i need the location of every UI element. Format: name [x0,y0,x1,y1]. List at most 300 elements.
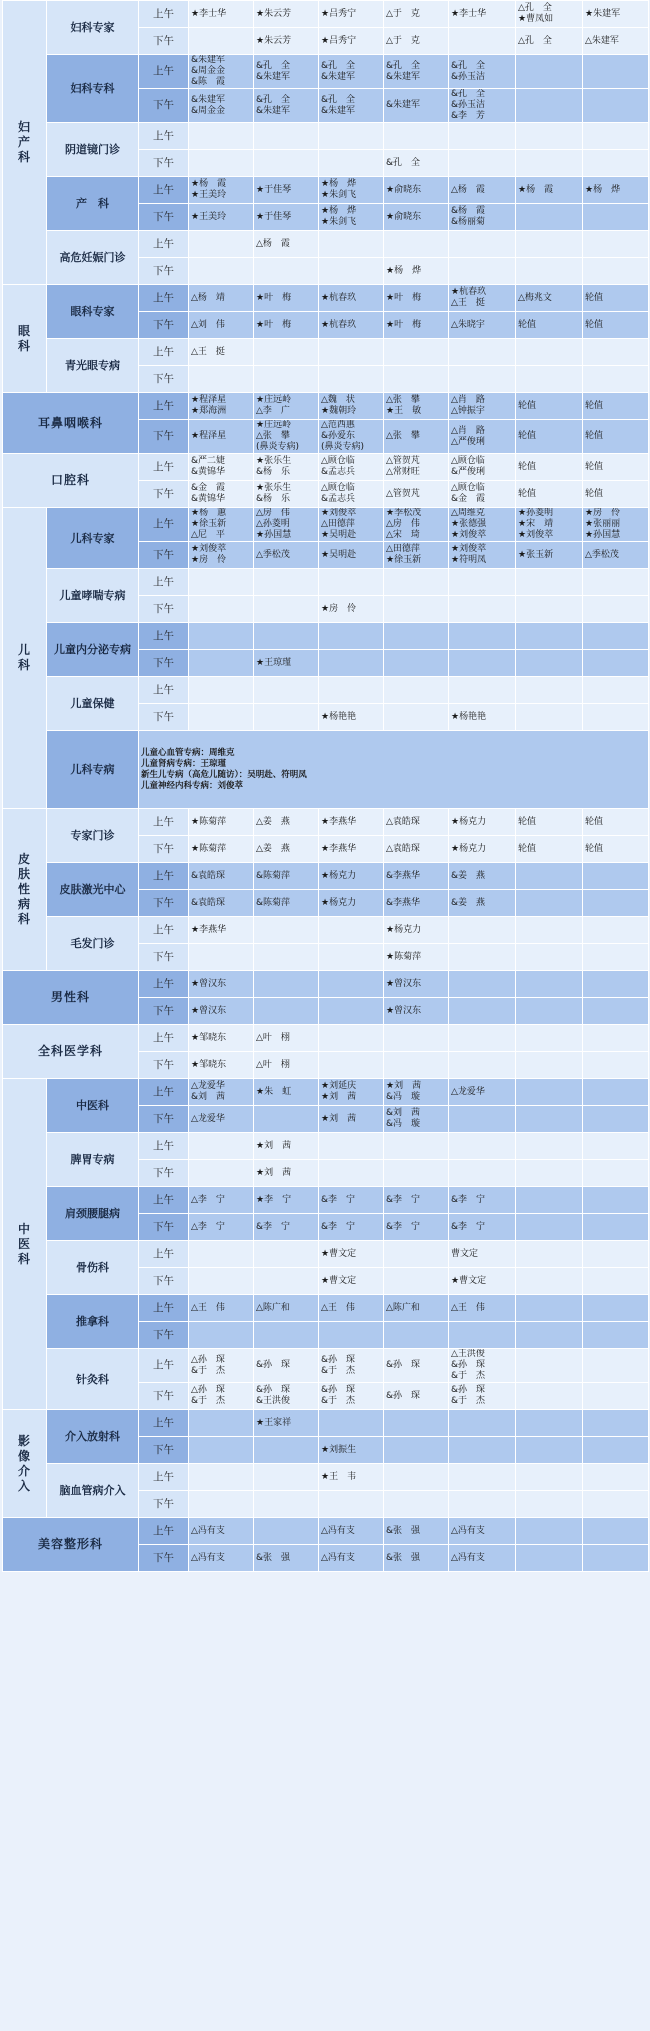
doctor-cell [384,836,449,863]
schedule-row [3,1187,649,1214]
doctor-cell [384,542,449,569]
doctor-cell [254,596,319,623]
schedule-row [3,569,649,596]
schedule-row [3,454,649,481]
session-time: 上午 [139,339,189,366]
doctor-name: &于 杰 [191,1396,226,1406]
doctor-name: &朱建军 [191,55,226,65]
doctor-cell [384,998,449,1025]
doctor-cell [583,623,649,650]
doctor-cell [254,1133,319,1160]
doctor-name: △张 攀 [256,431,290,441]
doctor-cell [516,1268,583,1295]
doctor-name: &杨丽菊 [451,217,486,227]
doctor-cell [583,231,649,258]
doctor-name: ★张乐生 [256,456,292,466]
doctor-cell [449,454,516,481]
doctor-name: ★王美玲 [191,211,227,222]
doctor-cell [449,944,516,971]
doctor-name: &袁皓琛 [191,870,226,881]
doctor-cell [449,1106,516,1133]
doctor-cell [449,890,516,917]
session-time: 上午 [139,1133,189,1160]
doctor-cell [516,890,583,917]
doctor-name: &朱建军 [191,94,226,105]
doctor-name: ★房 伶 [191,555,227,565]
doctor-cell [384,123,449,150]
session-time: 下午 [139,420,189,454]
doctor-cell [189,1187,254,1214]
doctor-name: ★刘俊萃 [518,530,554,540]
doctor-name: &朱建军 [386,71,421,82]
doctor-cell [254,836,319,863]
doctor-cell [516,704,583,731]
doctor-name: 轮值 [585,431,604,441]
doctor-name: ★房 伶 [321,603,357,614]
doctor-name: &李燕华 [386,870,421,881]
schedule-row [3,809,649,836]
doctor-name: &刘 茜 [191,1092,226,1102]
session-time: 下午 [139,150,189,177]
doctor-cell [384,1214,449,1241]
doctor-name: &于 杰 [451,1371,486,1381]
doctor-cell [319,150,384,177]
doctor-cell [319,1187,384,1214]
doctor-cell [319,542,384,569]
doctor-cell [254,623,319,650]
doctor-name: ★季松茂 [386,508,422,518]
doctor-name: ★朱云芳 [256,8,292,19]
doctor-cell [189,1464,254,1491]
doctor-cell [516,1079,583,1106]
doctor-cell [254,231,319,258]
doctor-name: ★王美玲 [191,190,227,200]
doctor-cell [319,704,384,731]
doctor-cell [254,1160,319,1187]
doctor-cell [384,1106,449,1133]
doctor-cell [319,1025,384,1052]
doctor-cell [583,177,649,204]
schedule-row [3,1349,649,1383]
session-time: 下午 [139,1437,189,1464]
schedule-row [3,1464,649,1491]
doctor-name: &李 宁 [451,1194,486,1205]
doctor-cell [254,454,319,481]
doctor-name: △张 攀 [386,395,420,405]
department-name: 口腔科 [3,454,139,508]
doctor-cell [449,1349,516,1383]
doctor-cell [583,1545,649,1572]
doctor-cell [189,863,254,890]
doctor-name: ★曹文定 [451,1275,487,1286]
doctor-cell [384,454,449,481]
session-time: 下午 [139,89,189,123]
doctor-name: ★刘振生 [321,1444,357,1455]
doctor-name: (鼻炎专病) [321,442,365,452]
doctor-name: △顾仓临 [451,483,485,493]
doctor-cell [449,1491,516,1518]
doctor-cell [516,339,583,366]
doctor-cell [516,1437,583,1464]
session-time: 上午 [139,1349,189,1383]
doctor-name: ★杨 烨 [321,179,357,189]
doctor-name: &金 霞 [191,483,226,493]
doctor-cell [384,1025,449,1052]
doctor-cell [319,123,384,150]
doctor-cell [319,1295,384,1322]
doctor-cell [449,569,516,596]
doctor-cell [449,1187,516,1214]
doctor-cell [254,1545,319,1572]
schedule-row [3,623,649,650]
department-name: 男性科 [3,971,139,1025]
doctor-cell [189,890,254,917]
doctor-name: &李 宁 [321,1221,356,1232]
doctor-cell [516,863,583,890]
session-time: 上午 [139,454,189,481]
schedule-row [3,1,649,28]
doctor-name: ★李燕华 [321,843,357,854]
doctor-cell [384,393,449,420]
session-time: 下午 [139,312,189,339]
doctor-name: &姜 燕 [451,870,486,881]
doctor-name: 轮值 [585,488,604,499]
doctor-cell [254,258,319,285]
doctor-cell [254,1464,319,1491]
doctor-name: △顾仓临 [321,483,355,493]
doctor-cell [384,596,449,623]
doctor-cell [254,1518,319,1545]
doctor-name: &孔 全 [256,60,291,71]
doctor-cell [583,1187,649,1214]
doctor-name: &黄锦华 [191,467,226,477]
doctor-name: △冯有支 [321,1525,355,1536]
doctor-cell [254,1322,319,1349]
doctor-name: 轮值 [518,488,537,499]
doctor-cell [319,393,384,420]
doctor-name: &朱建军 [256,71,291,82]
session-time: 下午 [139,890,189,917]
doctor-name: △王 伟 [321,1302,355,1313]
doctor-name: ★杨 烨 [321,206,357,216]
department-name: 眼 科 [3,285,47,393]
doctor-name: ★刘俊萃 [451,544,487,554]
doctor-cell [583,542,649,569]
doctor-name: &陈菊萍 [256,870,291,881]
doctor-cell [384,150,449,177]
doctor-name: ★宋 靖 [518,519,554,529]
doctor-name: △李 宁 [191,1221,225,1232]
doctor-name: △房 伟 [386,519,420,529]
doctor-cell [319,1491,384,1518]
doctor-name: ★程泽星 [191,431,227,441]
doctor-name: ★杨艳艳 [321,711,357,722]
schedule-row [3,1410,649,1437]
doctor-name: ★李 宁 [256,1194,292,1205]
schedule-row [3,508,649,542]
doctor-name: △叶 栩 [256,1032,290,1043]
doctor-name: 轮值 [518,816,537,827]
doctor-cell [319,917,384,944]
schedule-row [3,55,649,89]
sub-department-name: 眼科专家 [47,285,139,339]
doctor-cell [384,1545,449,1572]
doctor-cell [189,944,254,971]
doctor-cell [254,1383,319,1410]
doctor-name: △王 伟 [451,1302,485,1313]
doctor-cell [319,596,384,623]
doctor-name: ★叶 梅 [256,319,292,330]
doctor-name: &朱建军 [386,100,421,110]
doctor-cell [189,1079,254,1106]
doctor-cell [449,1160,516,1187]
session-time: 上午 [139,55,189,89]
doctor-name: △杨 靖 [191,292,225,303]
doctor-cell [516,1295,583,1322]
doctor-name: △梅兆文 [518,292,552,303]
doctor-cell [189,420,254,454]
doctor-cell [516,508,583,542]
doctor-name: ★吕秀宁 [321,35,357,46]
doctor-cell [384,650,449,677]
doctor-cell [583,1079,649,1106]
doctor-name: &孙玉洁 [451,71,486,82]
doctor-cell [319,998,384,1025]
doctor-name: &李 宁 [451,1221,486,1232]
doctor-cell [254,650,319,677]
schedule-row [3,123,649,150]
sub-department-name: 脾胃专病 [47,1133,139,1187]
doctor-name: ★郑海洲 [191,406,227,416]
session-time: 上午 [139,917,189,944]
doctor-name: ★杨克力 [321,897,357,908]
doctor-name: ★张乐生 [256,483,292,493]
doctor-name: ★张丽丽 [585,519,621,529]
note-line: 儿童神经内科专病：刘俊萃 [141,780,244,791]
doctor-cell [583,890,649,917]
doctor-cell [516,1214,583,1241]
doctor-name: ★曾汉东 [191,978,227,989]
doctor-cell [189,1410,254,1437]
doctor-name: ★朱 虹 [256,1086,292,1097]
sub-department-name: 介入放射科 [47,1410,139,1464]
doctor-cell [384,339,449,366]
doctor-cell [583,650,649,677]
doctor-name: ★邹晓东 [191,1032,227,1043]
doctor-name: &黄锦华 [191,494,226,504]
doctor-name: &孙 琛 [256,1360,291,1370]
session-time: 下午 [139,258,189,285]
doctor-cell [189,1106,254,1133]
doctor-name: &孙玉洁 [451,100,486,110]
doctor-cell [319,177,384,204]
session-time: 上午 [139,1410,189,1437]
doctor-cell [449,1052,516,1079]
doctor-name: 轮值 [518,431,537,441]
doctor-name: ★曹文定 [321,1275,357,1286]
session-time: 下午 [139,1545,189,1572]
doctor-name: ★俞晓东 [386,184,422,195]
doctor-name: ★房 伶 [585,508,621,518]
doctor-cell [189,677,254,704]
session-time: 下午 [139,1052,189,1079]
doctor-name: △宋 琦 [386,530,420,540]
doctor-name: &李 芳 [451,111,486,121]
doctor-cell [449,1241,516,1268]
schedule-row [3,863,649,890]
doctor-cell [384,508,449,542]
sub-department-name: 儿科专病 [47,731,139,809]
doctor-name: &李 宁 [256,1221,291,1232]
doctor-name: (鼻炎专病) [256,442,300,452]
doctor-cell [583,1322,649,1349]
doctor-cell [254,1025,319,1052]
session-time: 上午 [139,677,189,704]
doctor-cell [319,1518,384,1545]
doctor-name: &周金金 [191,66,226,76]
doctor-cell [189,1349,254,1383]
doctor-cell [583,1052,649,1079]
doctor-cell [189,1518,254,1545]
doctor-cell [583,312,649,339]
doctor-cell [449,809,516,836]
doctor-name: ★徐玉新 [191,519,227,529]
doctor-cell [319,1322,384,1349]
specialty-note [139,731,649,809]
doctor-cell [254,890,319,917]
doctor-cell [189,89,254,123]
doctor-name: ★庄远岭 [256,420,292,430]
doctor-cell [384,1079,449,1106]
doctor-name: &周金金 [191,105,226,116]
doctor-cell [384,1133,449,1160]
doctor-name: &张 强 [386,1552,421,1563]
doctor-cell [189,150,254,177]
doctor-name: &刘 茜 [386,1108,421,1118]
session-time: 下午 [139,596,189,623]
schedule-row [3,917,649,944]
doctor-name: △严俊琍 [451,436,485,447]
schedule-row [3,231,649,258]
doctor-cell [319,650,384,677]
doctor-cell [449,1,516,28]
doctor-name: ★曾汉东 [386,978,422,989]
doctor-cell [319,339,384,366]
doctor-name: △肖 路 [451,425,485,436]
session-time: 上午 [139,508,189,542]
doctor-name: △袁皓琛 [386,816,420,827]
doctor-name: ★刘 茜 [321,1113,357,1124]
doctor-cell [449,420,516,454]
department-name: 儿 科 [3,508,47,809]
doctor-cell [254,1,319,28]
doctor-name: 轮值 [518,461,537,472]
doctor-cell [516,971,583,998]
doctor-cell [583,1241,649,1268]
doctor-name: &孔 全 [321,94,356,105]
doctor-name: &孔 全 [386,60,421,71]
doctor-name: &严俊琍 [451,467,486,477]
doctor-name: △管贺芃 [386,488,420,499]
doctor-cell [319,1160,384,1187]
doctor-cell [319,1545,384,1572]
doctor-name: &孙 琛 [451,1360,486,1370]
doctor-cell [384,1410,449,1437]
doctor-cell [516,1106,583,1133]
doctor-cell [583,677,649,704]
doctor-cell [254,1241,319,1268]
doctor-name: 轮值 [518,843,537,854]
doctor-cell [449,393,516,420]
doctor-name: &孔 全 [386,157,421,168]
doctor-cell [516,809,583,836]
doctor-cell [189,55,254,89]
doctor-cell [516,258,583,285]
doctor-name: △龙爱华 [451,1086,485,1097]
session-time: 上午 [139,971,189,998]
department-name: 妇 产 科 [3,1,47,285]
doctor-cell [319,285,384,312]
doctor-cell [319,508,384,542]
sub-department-name: 儿科专家 [47,508,139,569]
doctor-cell [583,285,649,312]
doctor-name: 轮值 [585,816,604,827]
doctor-cell [384,863,449,890]
doctor-name: ★曾汉东 [386,1005,422,1016]
doctor-cell [583,1437,649,1464]
doctor-cell [583,204,649,231]
doctor-name: ★杨艳艳 [451,711,487,722]
doctor-name: ★王家祥 [256,1417,292,1428]
doctor-cell [254,1079,319,1106]
doctor-name: ★庄远岭 [256,395,292,405]
doctor-cell [583,339,649,366]
department-name: 中 医 科 [3,1079,47,1410]
doctor-cell [384,312,449,339]
doctor-cell [384,1491,449,1518]
doctor-cell [384,890,449,917]
doctor-name: &王洪俊 [256,1396,291,1406]
doctor-name: ★叶 梅 [386,292,422,303]
doctor-cell [449,704,516,731]
doctor-cell [384,1187,449,1214]
schedule-row [3,339,649,366]
doctor-cell [189,1322,254,1349]
doctor-cell [516,89,583,123]
session-time: 下午 [139,28,189,55]
doctor-cell [583,1410,649,1437]
doctor-cell [254,89,319,123]
doctor-name: ★刘 茜 [256,1140,292,1151]
doctor-cell [384,231,449,258]
doctor-cell [254,1106,319,1133]
doctor-cell [319,1052,384,1079]
doctor-name: &孔 全 [451,60,486,71]
doctor-name: 轮值 [585,292,604,303]
department-name: 全科医学科 [3,1025,139,1079]
doctor-cell [254,312,319,339]
doctor-name: ★孙菱明 [518,508,554,518]
doctor-cell [583,998,649,1025]
doctor-cell [449,623,516,650]
doctor-cell [384,420,449,454]
doctor-name: &孙 琛 [321,1354,356,1365]
doctor-cell [319,890,384,917]
sub-department-name: 妇科专科 [47,55,139,123]
sub-department-name: 针灸科 [47,1349,139,1410]
doctor-name: &袁皓琛 [191,897,226,908]
doctor-name: △龙爱华 [191,1113,225,1124]
